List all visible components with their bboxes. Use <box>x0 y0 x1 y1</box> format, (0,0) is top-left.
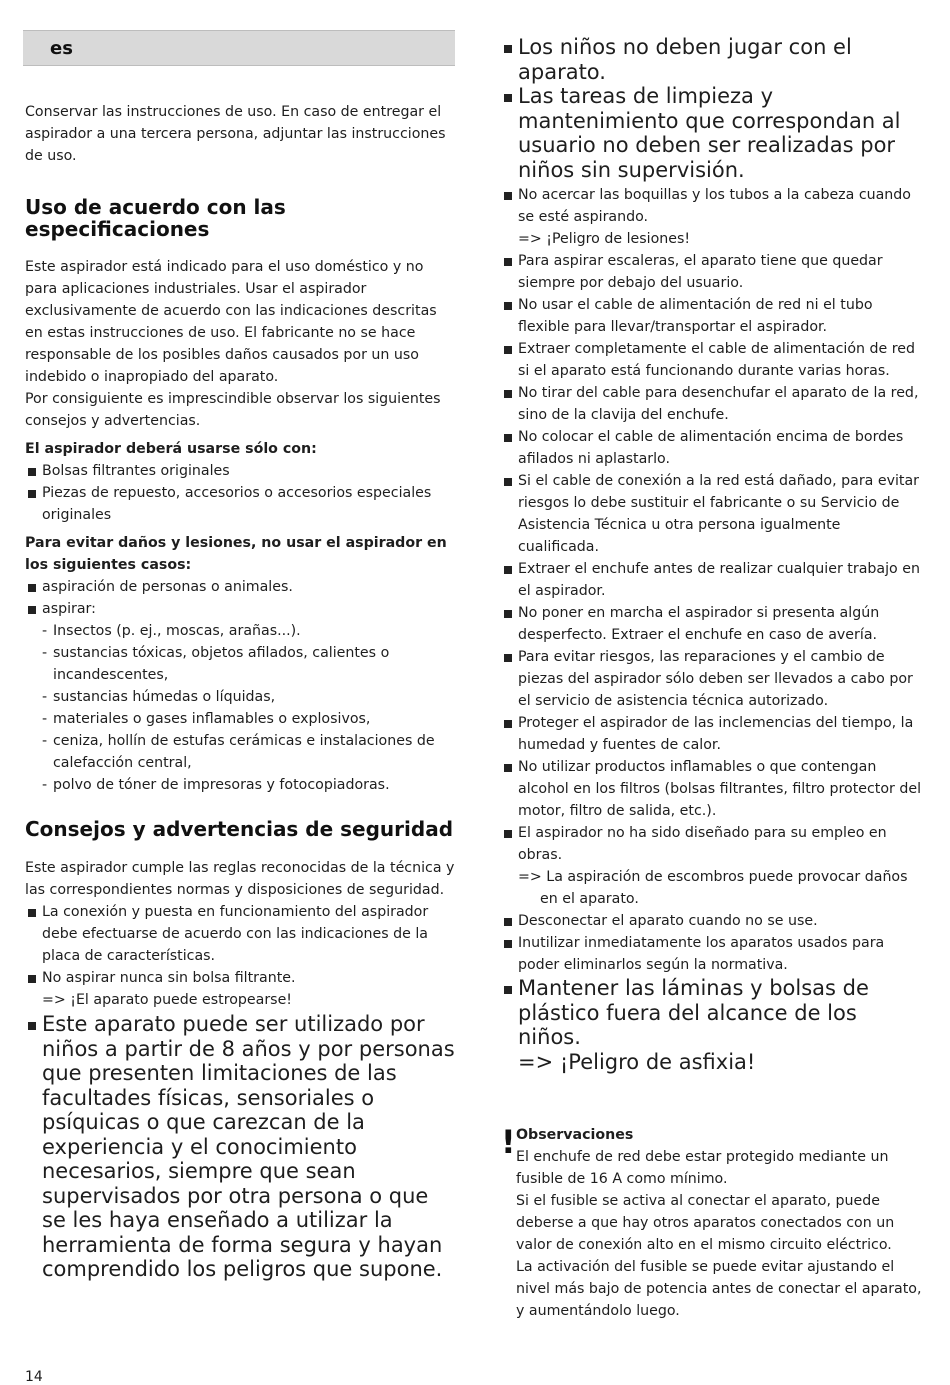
large-warning-item: Este aparato puede ser utilizado por niños a partir de 8 años y por personas que presenten limitaciones de las facultades físicas, sensoriales o psíquicas o que carezcan de la experiencia y el conocimiento necesarios, siempre que sean supervisados por otra persona o que se les haya enseñado a utilizar la herramienta de forma segura y hayan comprendido los peligros que supone. <box>25 1012 455 1282</box>
list-item: aspirar: <box>25 598 455 620</box>
notice-text: Si el fusible se activa al conectar el aparato, puede deberse a que hay otros aparatos conectados con un valor de conexión alto en el mismo circuito eléctrico. <box>516 1193 895 1253</box>
right-top-block <box>501 35 925 1074</box>
large-warning-item: Mantener las láminas y bolsas de plástico fuera del alcance de los niños. <box>501 976 925 1050</box>
heading-line-1: Uso de acuerdo con las <box>25 195 286 219</box>
list-item: Piezas de repuesto, accesorios o accesorios especiales originales <box>25 482 455 526</box>
large-warning-item: Los niños no deben jugar con el aparato. <box>501 35 925 84</box>
use-paragraph-2: Por consiguiente es imprescindible observar los siguientes consejos y advertencias. <box>25 391 441 429</box>
sub-list-item: - sustancias húmedas o líquidas, <box>25 686 455 708</box>
list-item: Bolsas filtrantes originales <box>25 460 455 482</box>
list-item: Si el cable de conexión a la red está dañado, para evitar riesgos lo debe sustituir el fabricante o su Servicio de Asistencia Técnica u otra persona igualmente cualificada. <box>501 470 925 558</box>
intro-paragraph: Conservar las instrucciones de uso. En caso de entregar el aspirador a una tercera persona, adjuntar las instrucciones de uso. <box>25 104 446 164</box>
list-item: No usar el cable de alimentación de red ni el tubo flexible para llevar/transportar el aspirador. <box>501 294 925 338</box>
sub-list-item: - materiales o gases inflamables o explosivos, <box>25 708 455 730</box>
notice-heading: Observaciones <box>516 1127 634 1143</box>
page-number: 14 <box>25 1369 43 1385</box>
list-item: No poner en marcha el aspirador si presenta algún desperfecto. Extraer el enchufe en caso de avería. <box>501 602 925 646</box>
list-item: Extraer completamente el cable de alimentación de red si el aparato está funcionando durante varias horas. <box>501 338 925 382</box>
safety-intro: Este aspirador cumple las reglas reconocidas de la técnica y las correspondientes normas y disposiciones de seguridad. <box>25 860 455 898</box>
sub-list-item: - polvo de tóner de impresoras y fotocopiadoras. <box>25 774 455 796</box>
sub-list-item: - sustancias tóxicas, objetos afilados, calientes o incandescentes, <box>25 642 455 686</box>
warning-note: => ¡El aparato puede estropearse! <box>42 992 292 1008</box>
section-heading-use <box>25 196 455 240</box>
heading-line-2: especificaciones <box>25 217 210 241</box>
avoid-heading: Para evitar daños y lesiones, no usar el aspirador en los siguientes casos: <box>25 535 447 573</box>
section-safety-body <box>25 857 455 1282</box>
list-item: Inutilizar inmediatamente los aparatos usados para poder eliminarlos según la normativa. <box>501 932 925 976</box>
language-header-bar <box>23 30 455 66</box>
section-use-body <box>25 256 455 796</box>
use-only-heading: El aspirador deberá usarse sólo con: <box>25 441 317 457</box>
list-item: aspiración de personas o animales. <box>25 576 455 598</box>
notice-text: La activación del fusible se puede evitar ajustando el nivel más bajo de potencia antes de conectar el aparato, y aumentándolo luego. <box>516 1259 922 1319</box>
list-item: No tirar del cable para desenchufar el aparato de la red, sino de la clavija del enchufe. <box>501 382 925 426</box>
language-code: es <box>50 38 73 59</box>
use-paragraph-1: Este aspirador está indicado para el uso doméstico y no para aplicaciones industriales. Usar el aspirador exclusivamente de acuerdo con las indicaciones descritas en estas instrucciones de uso. El fabricante no se hace responsable de los posibles daños causados por un uso indebido o inapropiado del aparato. <box>25 259 437 385</box>
warning-note: => ¡Peligro de asfixia! <box>518 1049 756 1074</box>
list-item: No utilizar productos inflamables o que contengan alcohol en los filtros (bolsas filtrantes, filtro protector del motor, filtro de salida, etc.). <box>501 756 925 822</box>
notice-text: El enchufe de red debe estar protegido mediante un fusible de 16 A como mínimo. <box>516 1149 889 1187</box>
list-item: La conexión y puesta en funcionamiento del aspirador debe efectuarse de acuerdo con las indicaciones de la placa de características. <box>25 901 455 967</box>
list-item: No colocar el cable de alimentación encima de bordes afilados ni aplastarlo. <box>501 426 925 470</box>
exclamation-icon: ! <box>501 1123 516 1161</box>
list-item: No aspirar nunca sin bolsa filtrante. <box>25 967 455 989</box>
section-heading-safety: Consejos y advertencias de seguridad <box>25 817 454 841</box>
sub-list-item: - Insectos (p. ej., moscas, arañas...). <box>25 620 455 642</box>
list-item: Proteger el aspirador de las inclemencias del tiempo, la humedad y fuentes de calor. <box>501 712 925 756</box>
warning-note: => ¡Peligro de lesiones! <box>518 231 691 247</box>
notice-box <box>516 1124 926 1322</box>
sub-list-item: - ceniza, hollín de estufas cerámicas e instalaciones de calefacción central, <box>25 730 455 774</box>
list-item: No acercar las boquillas y los tubos a la cabeza cuando se esté aspirando. <box>501 184 925 228</box>
warning-note: => La aspiración de escombros puede provocar daños en el aparato. <box>518 869 908 907</box>
list-item: Para evitar riesgos, las reparaciones y el cambio de piezas del aspirador sólo deben ser llevados a cabo por el servicio de asistencia técnica autorizado. <box>501 646 925 712</box>
list-item: Extraer el enchufe antes de realizar cualquier trabajo en el aspirador. <box>501 558 925 602</box>
list-item: El aspirador no ha sido diseñado para su empleo en obras. <box>501 822 925 866</box>
large-warning-item: Las tareas de limpieza y mantenimiento que correspondan al usuario no deben ser realizadas por niños sin supervisión. <box>501 84 925 182</box>
list-item: Desconectar el aparato cuando no se use. <box>501 910 925 932</box>
list-item: Para aspirar escaleras, el aparato tiene que quedar siempre por debajo del usuario. <box>501 250 925 294</box>
